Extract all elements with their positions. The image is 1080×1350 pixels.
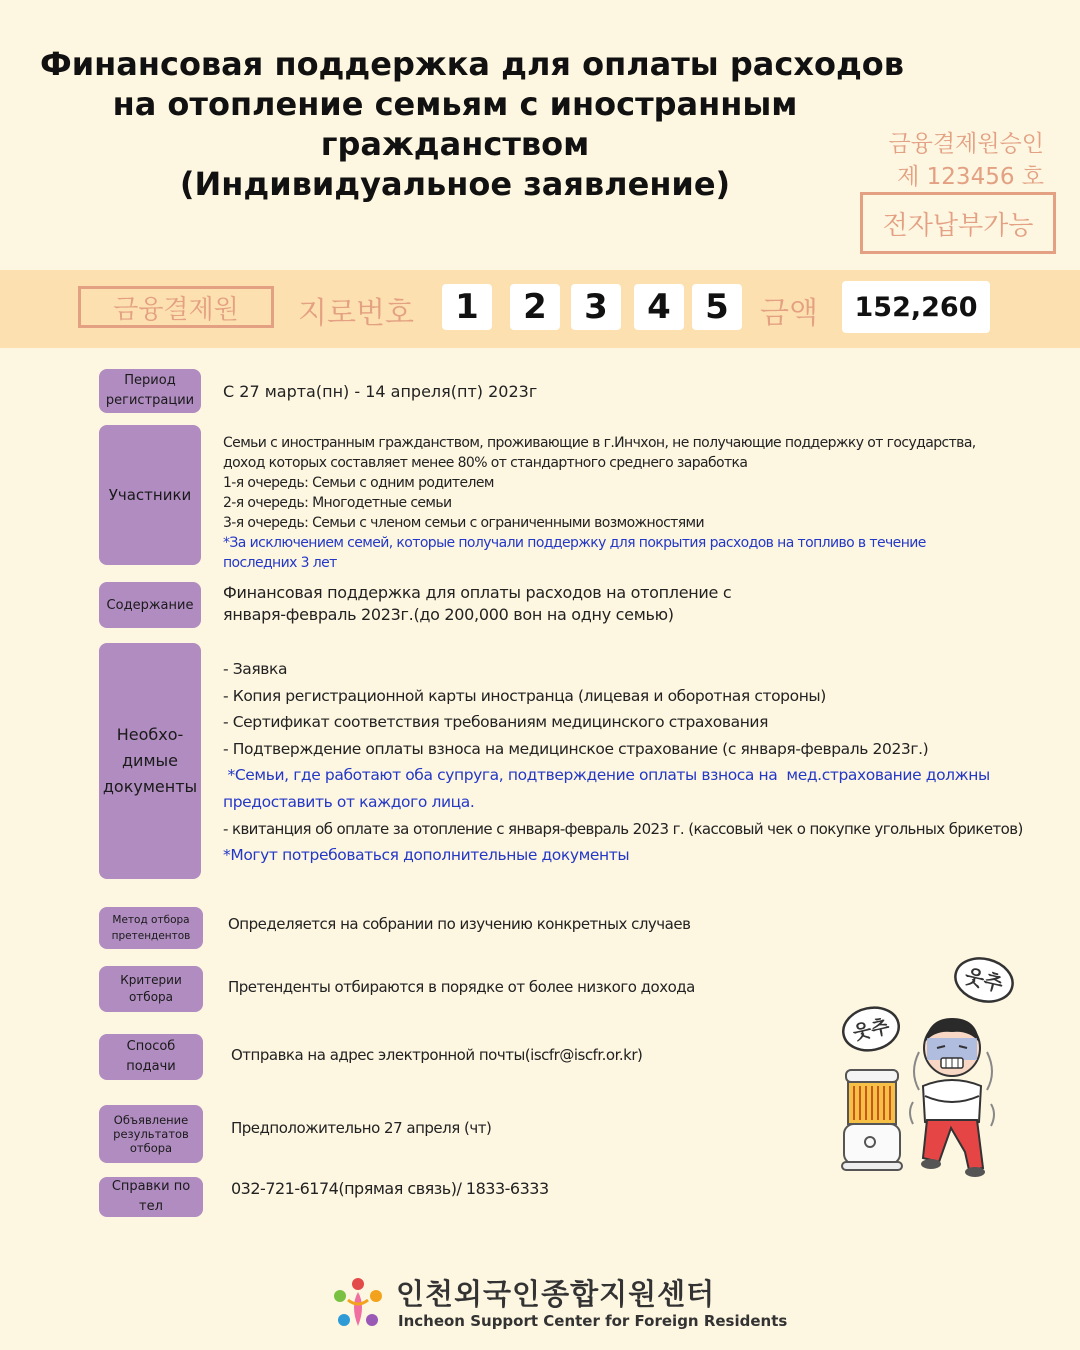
label-line: документы bbox=[102, 777, 198, 796]
registration-period-value bbox=[223, 382, 537, 401]
label-required-documents bbox=[99, 643, 201, 879]
svg-text:웃추: 웃추 bbox=[962, 963, 1006, 997]
value-line: 3-я очередь: Семьи с членом семьи с ограниченными возможностями bbox=[223, 515, 705, 531]
value-line: Семьи с иностранным гражданством, проживающие в г.Инчхон, не получающие поддержку от государства, bbox=[223, 435, 976, 451]
org-name-english: Incheon Support Center for Foreign Residents bbox=[398, 1312, 788, 1330]
approval-number: 제 123456 호 bbox=[897, 164, 1044, 190]
value-line: Определяется на собрании по изучению конкретных случаев bbox=[228, 915, 691, 933]
giro-digit: 4 bbox=[634, 284, 684, 330]
shivering-person-icon bbox=[905, 1012, 999, 1184]
label-phone-inquiries: Справки по тел bbox=[99, 1177, 203, 1217]
kftc-label: 금융결제원 bbox=[78, 286, 274, 328]
org-name-korean: 인천외국인종합지원센터 bbox=[396, 1277, 716, 1311]
value-line: Предположительно 27 апреля (чт) bbox=[231, 1119, 492, 1137]
giro-digit: 3 bbox=[571, 284, 621, 330]
selection-criteria-value bbox=[228, 978, 695, 996]
value-line: доход которых составляет менее 80% от стандартного среднего заработка bbox=[223, 455, 748, 471]
content-value bbox=[223, 582, 731, 626]
value-line: - Заявка bbox=[223, 660, 288, 678]
note-line: *Семьи, где работают оба супруга, подтверждение оплаты взноса на мед.страхование должны bbox=[223, 766, 990, 785]
submission-method-value bbox=[231, 1046, 642, 1064]
amount-label: 금액 bbox=[760, 296, 818, 331]
label-participants: Участники bbox=[99, 425, 201, 565]
epay-badge: 전자납부가능 bbox=[860, 192, 1056, 254]
results-announcement-value bbox=[231, 1119, 491, 1137]
approval-info bbox=[888, 128, 1044, 194]
value-line: - квитанция об оплате за отопление с января-февраль 2023 г. (кассовый чек о покупке угольных брикетов) bbox=[223, 819, 1023, 838]
note-line: последних 3 лет bbox=[223, 555, 337, 571]
org-logo-icon bbox=[330, 1276, 386, 1338]
value-line: С 27 марта(пн) - 14 апреля(пт) 2023г bbox=[223, 382, 538, 401]
amount-value: 152,260 bbox=[842, 281, 990, 333]
speech-bubble-icon bbox=[840, 1005, 902, 1059]
title-line: гражданством bbox=[320, 125, 590, 163]
page-title bbox=[40, 44, 905, 204]
value-line: Финансовая поддержка для оплаты расходов на отопление с bbox=[223, 583, 732, 602]
giro-digit: 1 bbox=[442, 284, 492, 330]
giro-digit: 2 bbox=[510, 284, 560, 330]
documents-value bbox=[223, 656, 1023, 869]
title-line: Финансовая поддержка для оплаты расходов bbox=[40, 45, 905, 83]
giro-digit: 5 bbox=[692, 284, 742, 330]
value-line: Отправка на адрес электронной почты(iscfr@iscfr.or.kr) bbox=[231, 1046, 643, 1064]
value-line: 2-я очередь: Многодетные семьи bbox=[223, 495, 452, 511]
title-line: на отопление семьям с иностранным bbox=[112, 85, 798, 123]
speech-bubble-icon bbox=[952, 956, 1016, 1010]
heater-icon bbox=[838, 1068, 906, 1178]
note-line: предоставить от каждого лица. bbox=[223, 792, 475, 811]
approval-line: 금융결제원승인 bbox=[888, 131, 1044, 157]
phone-value bbox=[231, 1179, 549, 1198]
value-line: 1-я очередь: Семьи с одним родителем bbox=[223, 475, 494, 491]
label-line: Необхо- bbox=[116, 725, 184, 744]
label-submission-method: Способ подачи bbox=[99, 1034, 203, 1080]
label-line: димые bbox=[121, 751, 178, 770]
title-line: (Индивидуальное заявление) bbox=[179, 165, 731, 203]
giro-label: 지로번호 bbox=[298, 296, 414, 331]
participants-value bbox=[223, 433, 976, 573]
label-registration-period: Период регистрации bbox=[99, 369, 201, 413]
value-line: Претенденты отбираются в порядке от более низкого дохода bbox=[228, 978, 695, 996]
note-line: *Могут потребоваться дополнительные документы bbox=[223, 846, 630, 865]
label-selection-method: Метод отбора претендентов bbox=[99, 907, 203, 949]
svg-text:웃추: 웃추 bbox=[850, 1015, 892, 1045]
value-line: - Подтверждение оплаты взноса на медицинское страхование (с января-февраль 2023г.) bbox=[223, 739, 929, 758]
value-line: 032-721-6174(прямая связь)/ 1833-6333 bbox=[231, 1179, 549, 1198]
value-line: - Сертификат соответствия требованиям медицинского страхования bbox=[223, 713, 769, 732]
label-content: Содержание bbox=[99, 582, 201, 628]
selection-method-value bbox=[228, 915, 690, 933]
label-selection-criteria: Критерии отбора bbox=[99, 966, 203, 1012]
value-line: - Копия регистрационной карты иностранца (лицевая и оборотная стороны) bbox=[223, 686, 826, 705]
label-results-announcement: Объявление результатов отбора bbox=[99, 1105, 203, 1163]
value-line: января-февраль 2023г.(до 200,000 вон на одну семью) bbox=[223, 605, 674, 624]
note-line: *За исключением семей, которые получали поддержку для покрытия расходов на топливо в течение bbox=[223, 535, 926, 551]
